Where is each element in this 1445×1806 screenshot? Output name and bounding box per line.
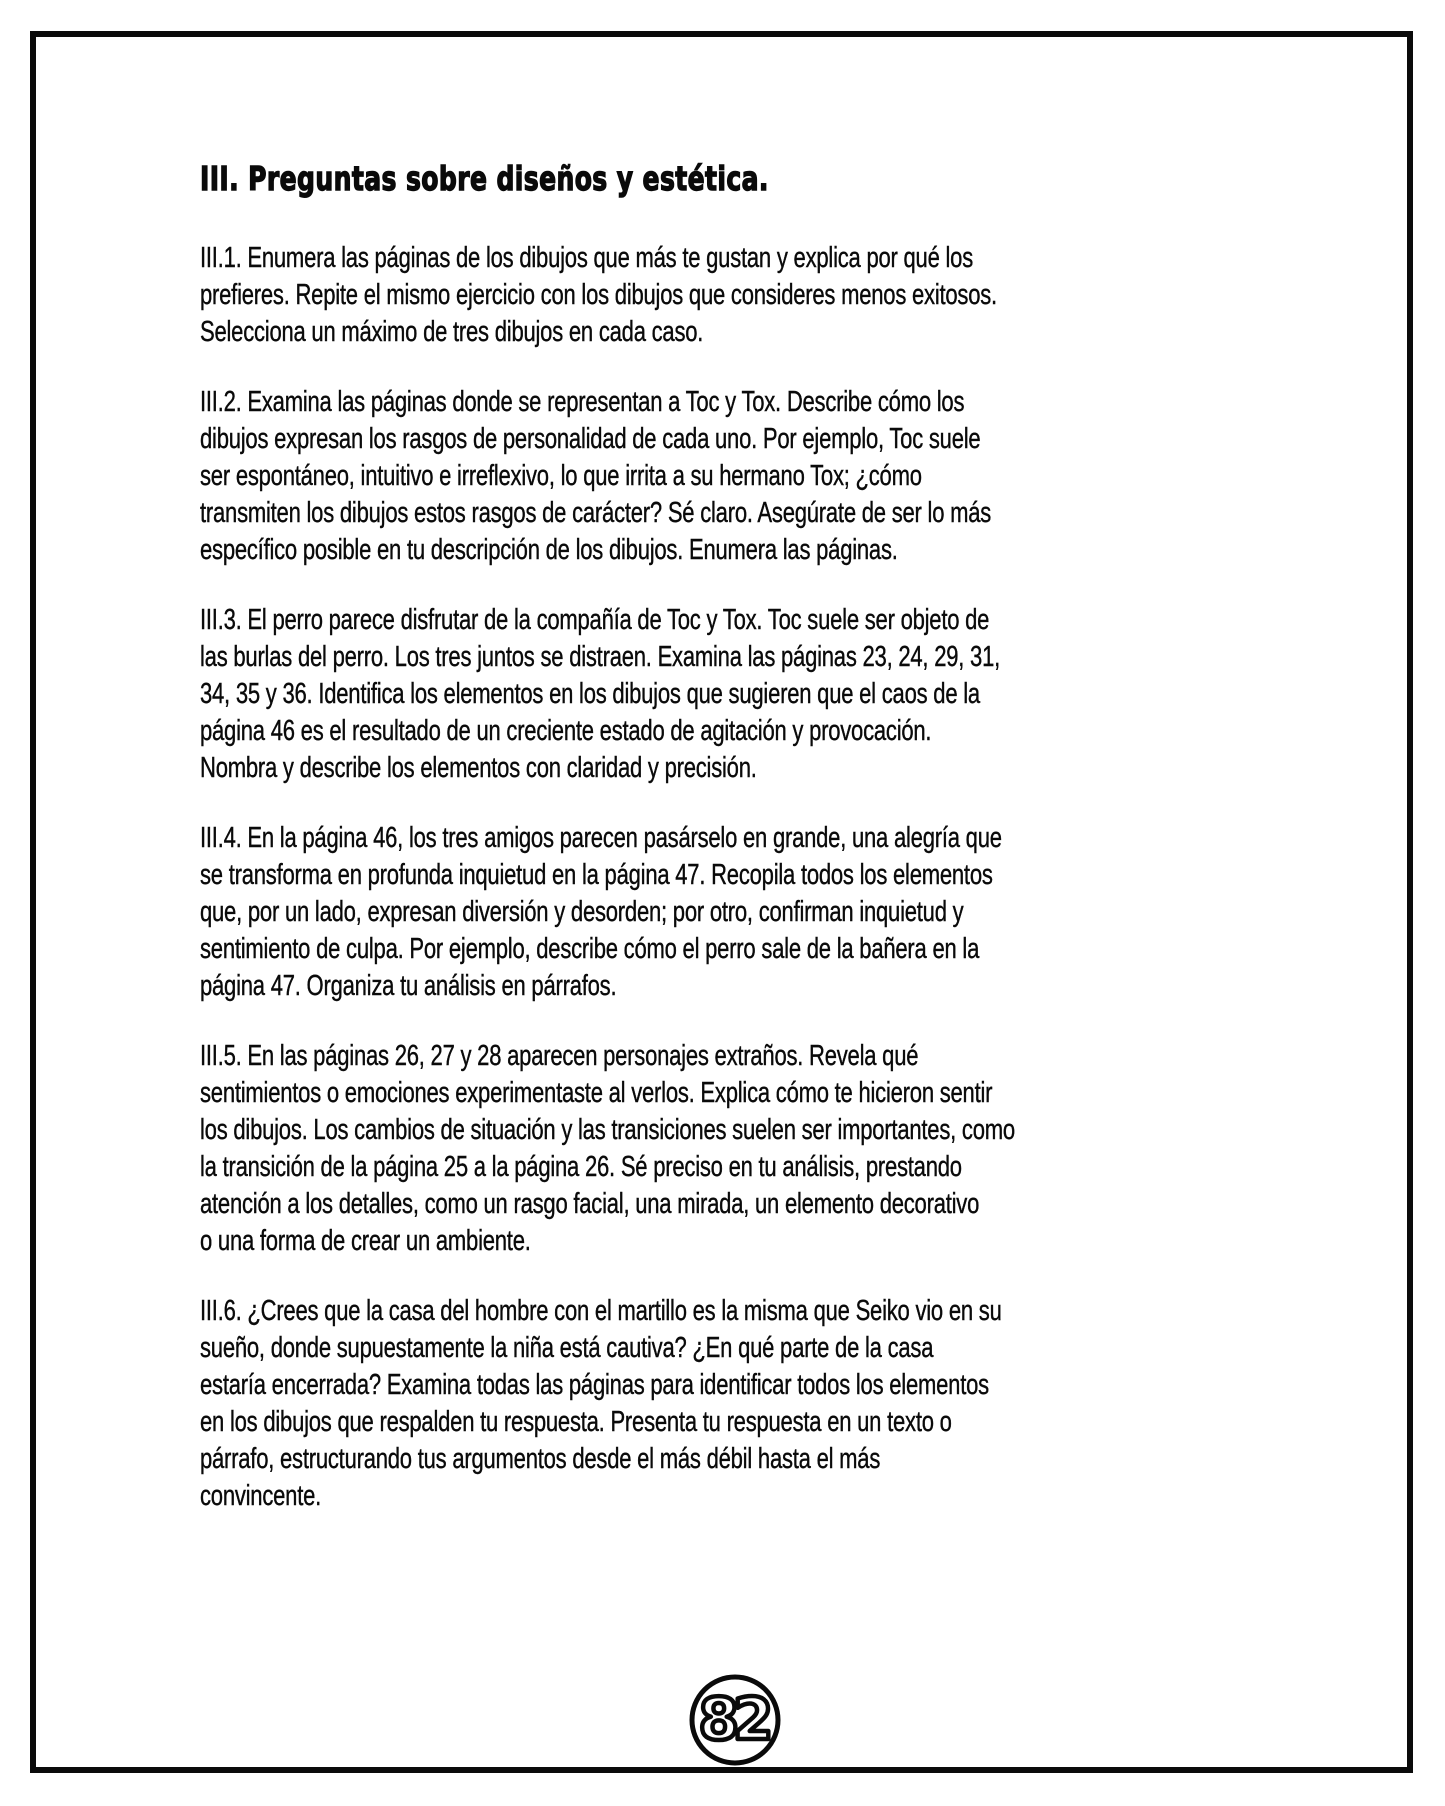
text-line: página 47. Organiza tu análisis en párrafos. (200, 970, 617, 1002)
text-line: III.1. Enumera las páginas de los dibujos que más te gustan y explica por qué los (200, 242, 974, 274)
text-line: III.4. En la página 46, los tres amigos parecen pasárselo en grande, una alegría que (200, 822, 1002, 854)
text-line: en los dibujos que respalden tu respuesta. Presenta tu respuesta en un texto o (200, 1406, 952, 1438)
text-line: página 46 es el resultado de un creciente estado de agitación y provocación. (200, 715, 932, 747)
text-line: atención a los detalles, como un rasgo facial, una mirada, un elemento decorativo (200, 1188, 980, 1220)
text-line: que, por un lado, expresan diversión y desorden; por otro, confirman inquietud y (200, 896, 964, 928)
text-line: transmiten los dibujos estos rasgos de carácter? Sé claro. Asegúrate de ser lo más (200, 497, 992, 529)
text-line: III.6. ¿Crees que la casa del hombre con el martillo es la misma que Seiko vio en su (200, 1295, 1002, 1327)
question-III-4 (200, 820, 1150, 1005)
text-line: Nombra y describe los elementos con claridad y precisión. (200, 752, 757, 784)
text-line: o una forma de crear un ambiente. (200, 1225, 531, 1257)
text-line: dibujos expresan los rasgos de personalidad de cada uno. Por ejemplo, Toc suele (200, 423, 981, 455)
text-line: III.3. El perro parece disfrutar de la compañía de Toc y Tox. Toc suele ser objeto de (200, 604, 990, 636)
text-line: los dibujos. Los cambios de situación y las transiciones suelen ser importantes, como (200, 1114, 1015, 1146)
page-number: 82 (698, 1685, 768, 1753)
text-line: estaría encerrada? Examina todas las páginas para identificar todos los elementos (200, 1369, 989, 1401)
section-title: III. Preguntas sobre diseños y estética. (200, 159, 769, 198)
question-III-3 (200, 602, 1150, 787)
text-line: específico posible en tu descripción de los dibujos. Enumera las páginas. (200, 534, 898, 566)
page-number-badge (685, 1673, 785, 1773)
text-line: Selecciona un máximo de tres dibujos en cada caso. (200, 316, 704, 348)
text-line: sentimientos o emociones experimentaste al verlos. Explica cómo te hicieron sentir (200, 1077, 993, 1109)
text-line: párrafo, estructurando tus argumentos desde el más débil hasta el más (200, 1443, 881, 1475)
text-line: ser espontáneo, intuitivo e irreflexivo, lo que irrita a su hermano Tox; ¿cómo (200, 460, 922, 492)
questions-section (200, 160, 1150, 1548)
text-line: sentimiento de culpa. Por ejemplo, describe cómo el perro sale de la bañera en la (200, 933, 980, 965)
question-III-1 (200, 240, 1150, 351)
text-line: las burlas del perro. Los tres juntos se distraen. Examina las páginas 23, 24, 29, 31, (200, 641, 1001, 673)
text-line: 34, 35 y 36. Identifica los elementos en los dibujos que sugieren que el caos de la (200, 678, 980, 710)
text-line: se transforma en profunda inquietud en la página 47. Recopila todos los elementos (200, 859, 993, 891)
text-line: III.5. En las páginas 26, 27 y 28 aparecen personajes extraños. Revela qué (200, 1040, 919, 1072)
question-III-5 (200, 1038, 1150, 1260)
text-line: la transición de la página 25 a la página 26. Sé preciso en tu análisis, prestando (200, 1151, 962, 1183)
text-line: prefieres. Repite el mismo ejercicio con los dibujos que consideres menos exitosos. (200, 279, 997, 311)
question-III-6 (200, 1293, 1150, 1515)
questions (200, 240, 1150, 1515)
text-line: convincente. (200, 1480, 322, 1512)
question-III-2 (200, 384, 1150, 569)
text-line: III.2. Examina las páginas donde se representan a Toc y Tox. Describe cómo los (200, 386, 965, 418)
text-line: sueño, donde supuestamente la niña está cautiva? ¿En qué parte de la casa (200, 1332, 934, 1364)
